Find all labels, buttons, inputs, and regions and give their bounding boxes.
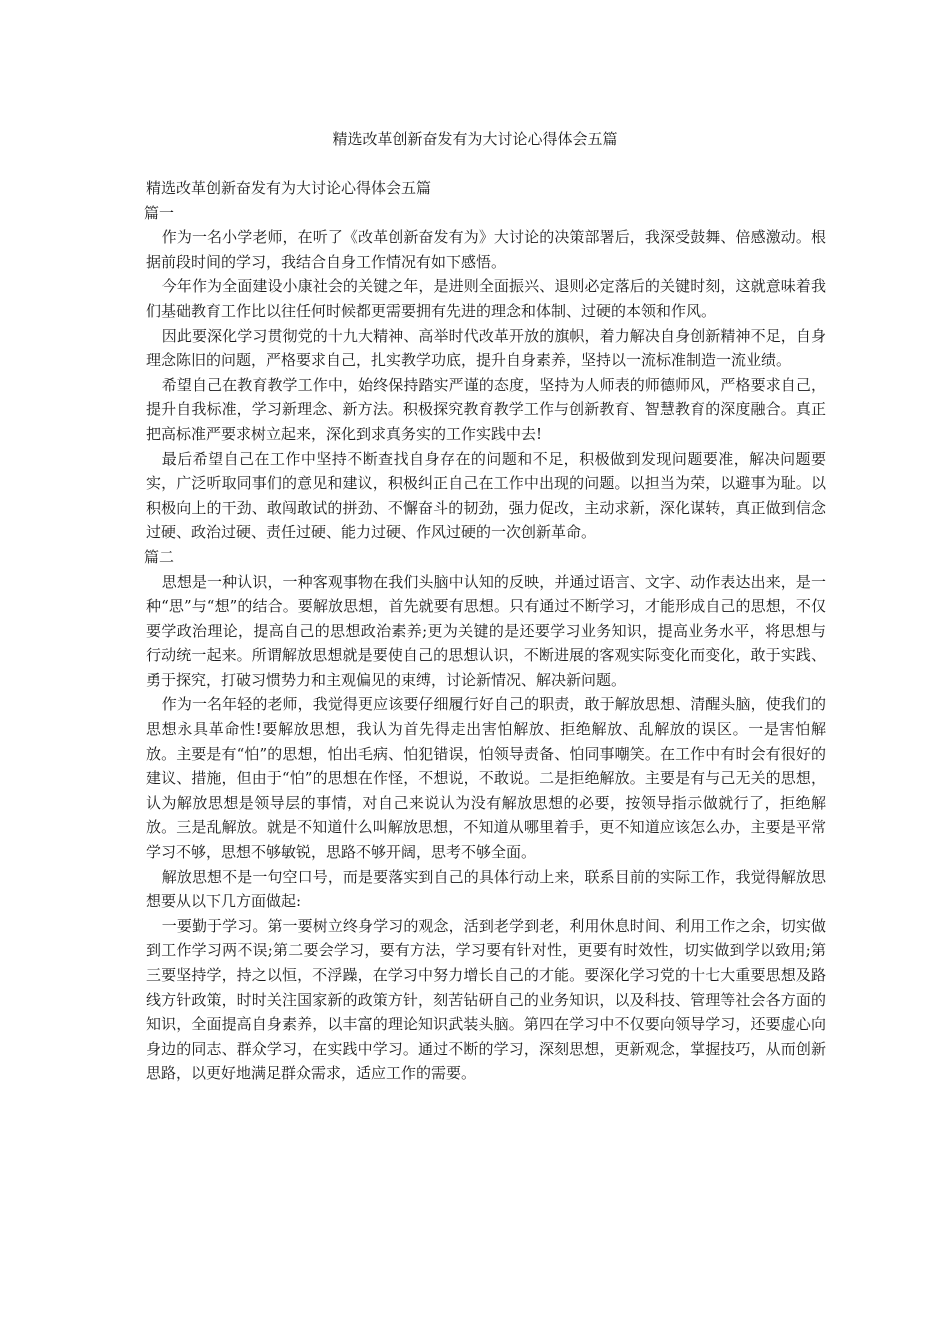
paragraph: 一要勤于学习。第一要树立终身学习的观念，活到老学到老，利用休息时间、利用工作之余，切实做到工作学习两不误;第二要会学习，要有方法，学习要有针对性，更要有时效性，切实做到学以致用;第三要坚持学，持之以恒，不浮躁，在学习中努力增长自己的才能。要深化学习党的十七大重要思想及路线方针政策，时时关注国家新的政策方针，刻苦钻研自己的业务知识，以及科技、管理等社会各方面的知识，全面提高自身素养，以丰富的理论知识武装头脑。第四在学习中不仅要向领导学习，还要虚心向身边的同志、群众学习，在实践中学习。通过不断的学习，深刻思想，更新观念，掌握技巧，从而创新思路，以更好地满足群众需求，适应工作的需要。 xyxy=(146,916,826,1083)
paragraph: 思想是一种认识，一种客观事物在我们头脑中认知的反映，并通过语言、文字、动作表达出来，是一种“思”与“想”的结合。要解放思想，首先就要有思想。只有通过不断学习，才能形成自己的思想，不仅要学政治理论，提高自己的思想政治素养;更为关键的是还要学习业务知识，提高业务水平，将思想与行动统一起来。所谓解放思想就是要使自己的思想认识，不断进展的客观实际变化而变化，敢于实践、勇于探究，打破习惯势力和主观偏见的束缚，讨论新情况、解决新问题。 xyxy=(146,572,826,689)
document-title: 精选改革创新奋发有为大讨论心得体会五篇 xyxy=(332,130,618,148)
section-label-2: 篇二 xyxy=(144,547,175,566)
document-subtitle: 精选改革创新奋发有为大讨论心得体会五篇 xyxy=(146,179,432,197)
paragraph: 因此要深化学习贯彻党的十九大精神、高举时代改革开放的旗帜，着力解决自身创新精神不足，自身理念陈旧的问题，严格要求自己，扎实教学功底，提升自身素养，坚持以一流标准制造一流业绩。 xyxy=(146,326,826,370)
paragraph: 解放思想不是一句空口号，而是要落实到自己的具体行动上来，联系目前的实际工作，我觉得解放思想要从以下几方面做起: xyxy=(146,867,826,911)
document-body xyxy=(146,176,826,1086)
paragraph: 作为一名小学老师，在听了《改革创新奋发有为》大讨论的决策部署后，我深受鼓舞、倍感激动。根据前段时间的学习，我结合自身工作情况有如下感悟。 xyxy=(146,228,826,271)
paragraph: 今年作为全面建设小康社会的关键之年，是进则全面振兴、退则必定落后的关键时刻，这就意味着我们基础教育工作比以往任何时候都更需要拥有先进的理念和体制、过硬的本领和作风。 xyxy=(146,277,826,320)
paragraph: 作为一名年轻的老师，我觉得更应该要仔细履行好自己的职责，敢于解放思想、清醒头脑，使我们的思想永具革命性!要解放思想，我认为首先得走出害怕解放、拒绝解放、乱解放的误区。一是害怕解放。主要是有“怕”的思想，怕出毛病、怕犯错误，怕领导责备、怕同事嘲笑。在工作中有时会有很好的建议、措施，但由于“怕”的思想在作怪，不想说，不敢说。二是拒绝解放。主要是有与己无关的思想，认为解放思想是领导层的事情，对自己来说认为没有解放思想的必要，按领导指示做就行了，拒绝解放。三是乱解放。就是不知道什么叫解放思想，不知道从哪里着手，更不知道应该怎么办，主要是平常学习不够，思想不够敏锐，思路不够开阔，思考不够全面。 xyxy=(146,695,826,862)
paragraph: 最后希望自己在工作中坚持不断查找自身存在的问题和不足，积极做到发现问题要准，解决问题要实，广泛听取同事们的意见和建议，积极纠正自己在工作中出现的问题。以担当为荣，以避事为耻。以积极向上的干劲、敢闯敢试的拼劲、不懈奋斗的韧劲，强力促改，主动求新，深化谋转，真正做到信念过硬、政治过硬、责任过硬、能力过硬、作风过硬的一次创新革命。 xyxy=(146,449,826,542)
section-label-1: 篇一 xyxy=(144,203,175,222)
paragraph: 希望自己在教育教学工作中，始终保持踏实严谨的态度，坚持为人师表的师德师风，严格要求自己，提升自我标准，学习新理念、新方法。积极探究教育教学工作与创新教育、智慧教育的深度融合。真正把高标准严要求树立起来，深化到求真务实的工作实践中去! xyxy=(146,375,826,443)
